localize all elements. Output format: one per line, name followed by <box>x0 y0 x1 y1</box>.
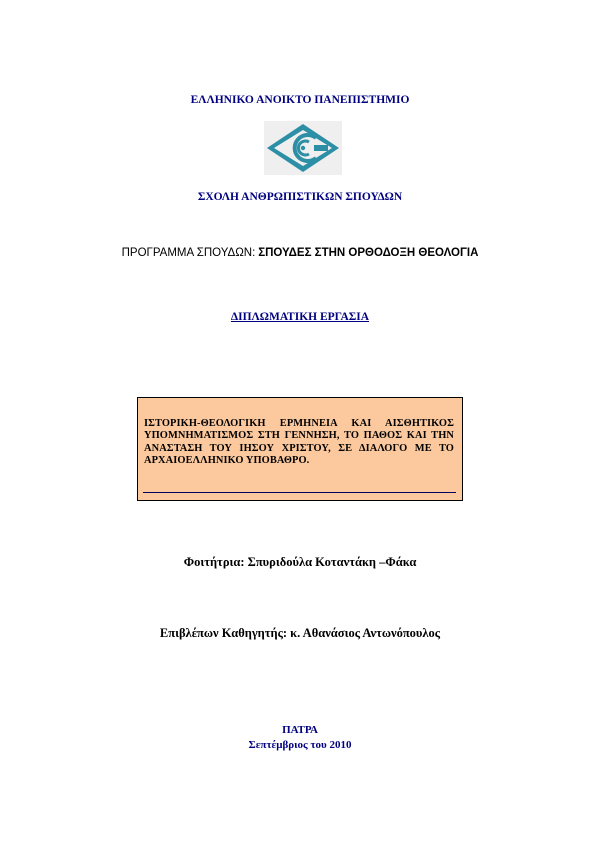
university-name: ΕΛΛΗΝΙΚΟ ΑΝΟΙΚΤΟ ΠΑΝΕΠΙΣΤΗΜΙΟ <box>190 94 410 106</box>
thesis-title: ΙΣΤΟΡΙΚΗ-ΘΕΟΛΟΓΙΚΗ ΕΡΜΗΝΕΙΑ ΚΑΙ ΑΙΣΘΗΤΙΚΟΣ ΥΠΟΜΝΗΜΑΤΙΣΜΟΣ ΣΤΗ ΓΕΝΝΗΣΗ, ΤΟ ΠΑΘΟΣ ΚΑΙ ΤΗΝ ΑΝΑΣΤΑΣΗ ΤΟΥ ΙΗΣΟΥ ΧΡΙΣΤΟΥ, ΣΕ ΔΙΑΛΟΓΟ ΜΕ ΤΟ ΑΡΧΑΙΟΕΛΛΗΝΙΚΟ ΥΠΟΒΑΘΡΟ. <box>144 418 454 467</box>
thesis-type-label: ΔΙΠΛΩΜΑΤΙΚΗ ΕΡΓΑΣΙΑ <box>230 311 370 323</box>
school-name: ΣΧΟΛΗ ΑΝΘΡΩΠΙΣΤΙΚΩΝ ΣΠΟΥΔΩΝ <box>197 191 403 203</box>
city: ΠΑΤΡΑ <box>282 724 318 736</box>
student-name: Φοιτήτρια: Σπυριδούλα Κοταντάκη –Φάκα <box>183 555 417 569</box>
program-label: ΠΡΟΓΡΑΜΜΑ ΣΠΟΥΔΩΝ: <box>121 247 256 259</box>
study-program <box>0 247 600 259</box>
date: Σεπτέμβριος του 2010 <box>248 739 352 751</box>
program-name: ΣΠΟΥΔΕΣ ΣΤΗΝ ΟΡΘΟΔΟΞΗ ΘΕΟΛΟΓΙΑ <box>258 247 479 259</box>
university-emblem-icon <box>264 121 342 175</box>
title-underline-divider <box>143 492 456 493</box>
thesis-title-box <box>137 397 463 501</box>
supervisor-name: Επιβλέπων Καθηγητής: κ. Αθανάσιος Αντωνόπουλος <box>159 626 441 640</box>
thesis-type <box>0 311 600 323</box>
